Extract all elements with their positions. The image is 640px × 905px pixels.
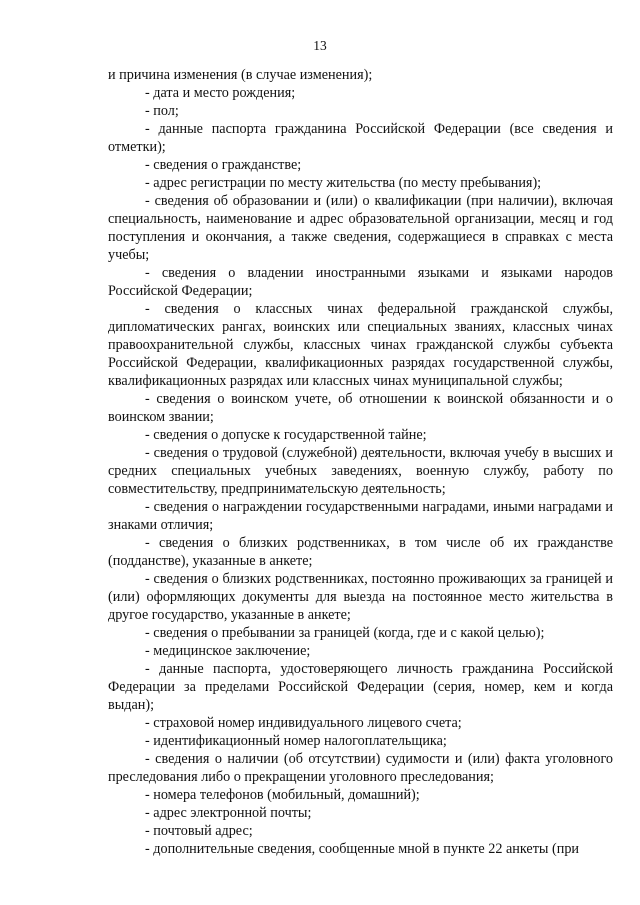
page-number: 13 — [313, 38, 327, 53]
list-item: - сведения о воинском учете, об отношении к воинской обязанности и о воинском звании; — [108, 391, 613, 425]
list-item: - медицинское заключение; — [145, 643, 311, 659]
list-item: - дата и место рождения; — [145, 85, 296, 101]
list-item: - сведения о допуске к государственной тайне; — [145, 427, 427, 443]
list-item: - данные паспорта, удостоверяющего личность гражданина Российской Федерации за пределами Российской Федерации (серия, номер, кем и когда выдан); — [108, 661, 613, 713]
list-item: - сведения о трудовой (служебной) деятельности, включая учебу в высших и средних специальных учебных заведениях, военную службу, работу по совместительству, предпринимательскую деятельность; — [108, 445, 613, 497]
list-item: - сведения о классных чинах федеральной гражданской службы, дипломатических рангах, воинских или специальных званиях, классных чинах правоохранительной службы, классных чинах гражданской службы субъекта Российской Федерации, квалификационных разрядах государственной службы, квалификационных разрядах или классных чинах муниципальной службы; — [108, 301, 613, 389]
list-item: - сведения о наличии (об отсутствии) судимости и (или) факта уголовного преследования либо о прекращении уголовного преследования; — [108, 751, 613, 785]
list-item: - сведения о близких родственниках, в том числе об их гражданстве (подданстве), указанные в анкете; — [108, 535, 613, 569]
list-item: - сведения о награждении государственными наградами, иными наградами и знаками отличия; — [108, 499, 613, 533]
list-item: - страховой номер индивидуального лицевого счета; — [145, 715, 462, 731]
list-item: - дополнительные сведения, сообщенные мной в пункте 22 анкеты (при — [145, 841, 580, 857]
list-item: - адрес электронной почты; — [145, 805, 312, 821]
list-item: - пол; — [145, 103, 179, 119]
list-item: - сведения об образовании и (или) о квалификации (при наличии), включая специальность, наименование и адрес образовательной организации, месяц и год поступления и окончания, а также сведения, содержащиеся в справках с места учебы; — [108, 193, 613, 263]
document-body — [108, 66, 613, 858]
list-item: - адрес регистрации по месту жительства (по месту пребывания); — [145, 175, 542, 191]
list-item: - сведения о гражданстве; — [145, 157, 302, 173]
list-item: - почтовый адрес; — [145, 823, 253, 839]
list-item: - идентификационный номер налогоплательщика; — [145, 733, 447, 749]
list-item: - сведения о владении иностранными языками и языками народов Российской Федерации; — [108, 265, 613, 299]
list-item: - сведения о пребывании за границей (когда, где и с какой целью); — [145, 625, 545, 641]
list-item: - данные паспорта гражданина Российской Федерации (все сведения и отметки); — [108, 121, 613, 155]
paragraph: и причина изменения (в случае изменения); — [108, 67, 373, 83]
list-item: - сведения о близких родственниках, постоянно проживающих за границей и (или) оформляющих документы для выезда на постоянное место жительства в другое государство, указанные в анкете; — [108, 571, 613, 623]
list-item: - номера телефонов (мобильный, домашний); — [145, 787, 420, 803]
